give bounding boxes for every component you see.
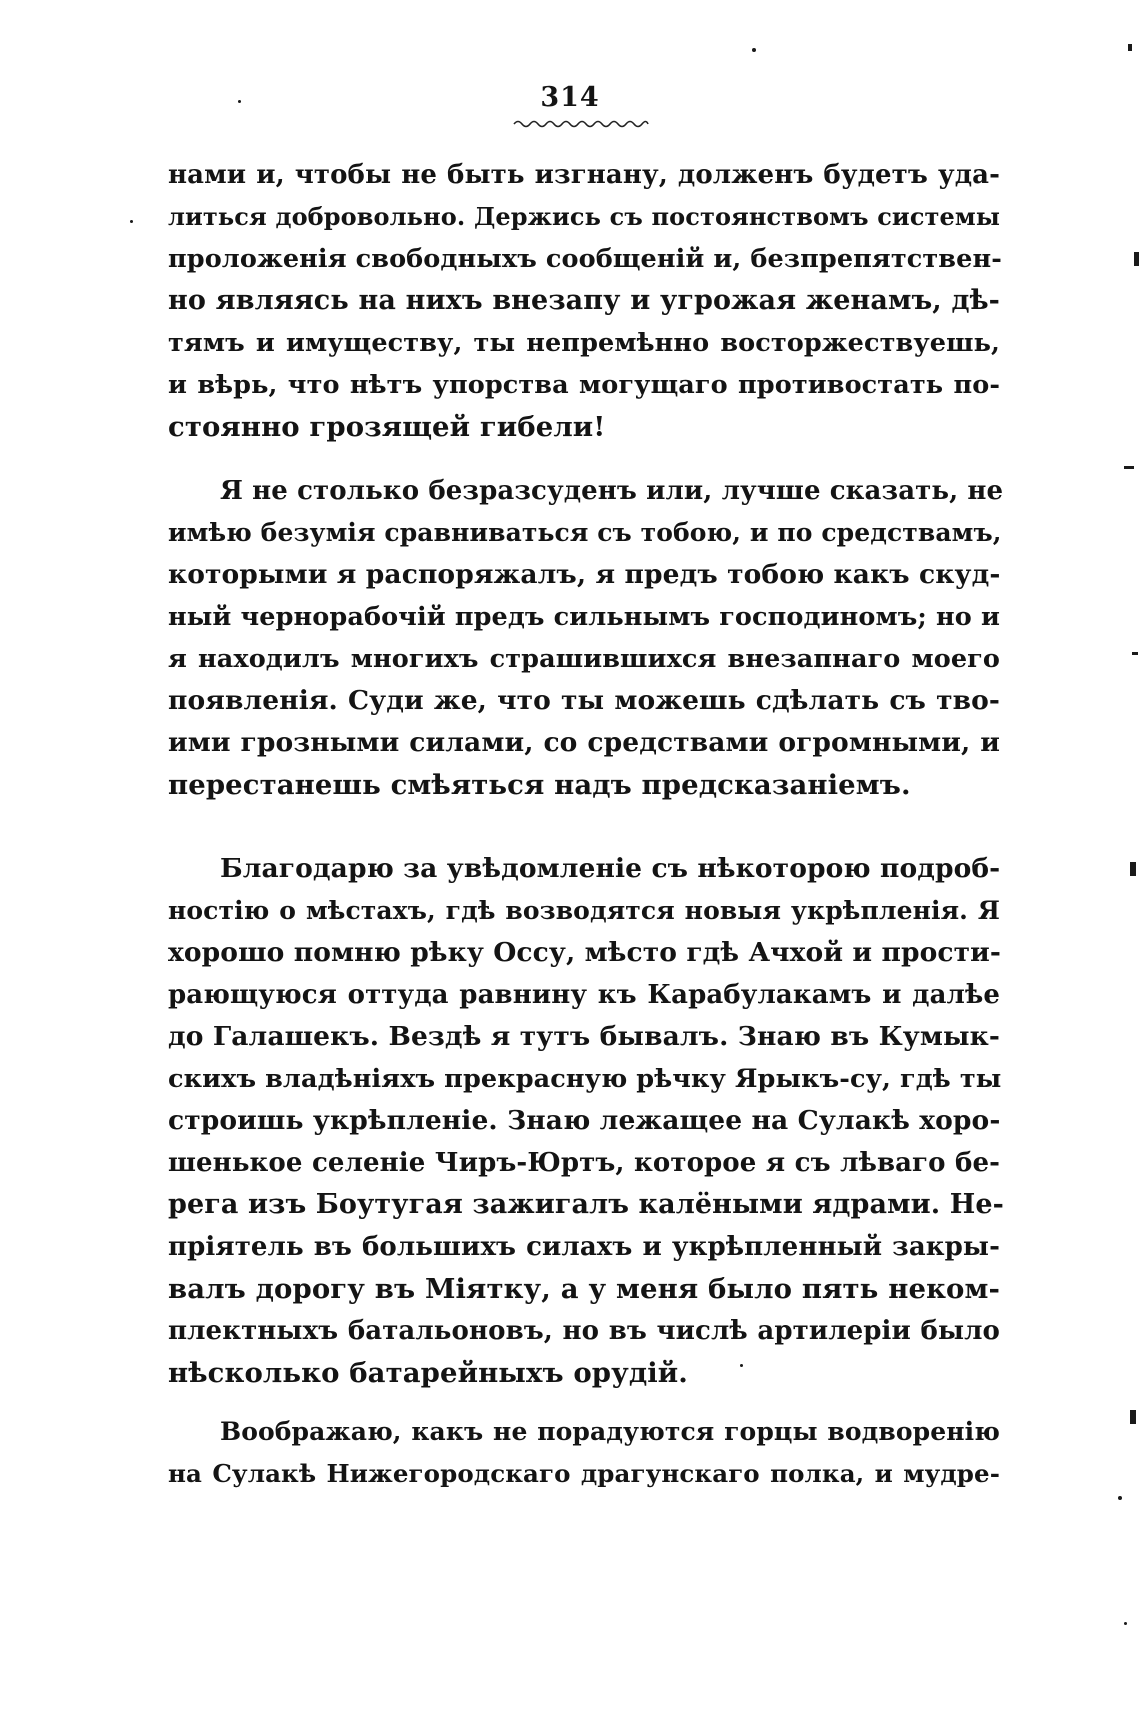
text-line: Воображаю, какъ не порадуются горцы водворенію [220,1417,1000,1446]
text-line: пріятель въ большихъ силахъ и укрѣпленный закры- [168,1232,1000,1262]
scan-speck [1134,252,1139,266]
text-line: до Галашекъ. Вездѣ я тутъ бывалъ. Знаю въ Кумык- [168,1021,1000,1052]
text-line: валъ дорогу въ Міятку, а у меня было пять неком- [168,1273,1000,1305]
text-line: строишь укрѣпленіе. Знаю лежащее на Сулакѣ хоро- [168,1105,1001,1136]
scan-speck [238,100,241,103]
text-line: тямъ и имуществу, ты непремѣнно восторжествуешь, [168,328,1000,358]
text-line: стоянно грозящей гибели! [168,411,606,443]
paragraph-2 [168,470,1004,806]
text-line: проложенія свободныхъ сообщеній и, безпрепятствен- [168,244,1002,274]
text-line: Я не столько безразсуденъ или, лучше сказать, не [220,476,1004,506]
scan-speck [740,1364,743,1367]
text-line: шенькое селеніе Чиръ-Юртъ, которое я съ лѣваго бе- [168,1148,1000,1178]
scan-speck [1130,1410,1136,1424]
scan-speck [1124,1622,1127,1625]
text-line: литься добровольно. Держись съ постоянствомъ системы [168,202,1000,231]
paragraph-3 [168,848,1004,1394]
text-line: Благодарю за увѣдомленіе съ нѣкоторою подроб- [220,853,1001,884]
wavy-rule-ornament [512,118,650,130]
text-line: но являясь на нихъ внезапу и угрожая женамъ, дѣ- [168,285,1000,316]
text-line: имѣю безумія сравниваться съ тобою, и по средствамъ, [168,518,1002,547]
text-line: и вѣрь, что нѣтъ упорства могущаго противостать по- [168,370,1000,400]
text-line: нѣсколько батарейныхъ орудій. [168,1357,688,1389]
text-line: я находилъ многихъ страшившихся внезапнаго моего [168,644,1000,674]
scan-speck [1132,652,1138,655]
text-line: рающуюся оттуда равнину къ Карабулакамъ и далѣе [168,980,1000,1010]
paragraph-4 [168,1411,1000,1495]
scan-speck [1124,466,1134,469]
text-line: которыми я распоряжалъ, я предъ тобою какъ скуд- [168,559,1001,590]
text-line: хорошо помню рѣку Оссу, мѣсто гдѣ Ачхой и прости- [168,937,1001,968]
text-line: ими грозными силами, со средствами огромными, и [168,727,1000,758]
text-line: появленія. Суди же, что ты можешь сдѣлать съ тво- [168,685,1000,716]
text-line: ностію о мѣстахъ, гдѣ возводятся новыя укрѣпленія. Я [168,896,1000,925]
scan-speck [752,48,756,52]
scan-speck [1128,44,1132,51]
scan-speck [1130,862,1136,876]
scan-speck [1118,1496,1122,1500]
paragraph-1 [168,154,1000,448]
text-line: перестанешь смѣяться надъ предсказаніемъ. [168,769,911,801]
text-line: ный чернорабочій предъ сильнымъ господиномъ; но и [168,602,1000,632]
scan-speck [130,220,133,223]
text-line: на Сулакѣ Нижегородскаго драгунскаго полка, и мудре- [168,1459,1000,1488]
text-line: рега изъ Боутугая зажигалъ калёными ядрами. Не- [168,1189,1004,1220]
text-line: скихъ владѣніяхъ прекрасную рѣчку Ярыкъ-су, гдѣ ты [168,1064,1002,1094]
text-line: плектныхъ батальоновъ, но въ числѣ артилеріи было [168,1316,1000,1346]
text-line: нами и, чтобы не быть изгнану, долженъ будетъ уда- [168,160,1000,190]
page-number: 314 [540,82,600,113]
